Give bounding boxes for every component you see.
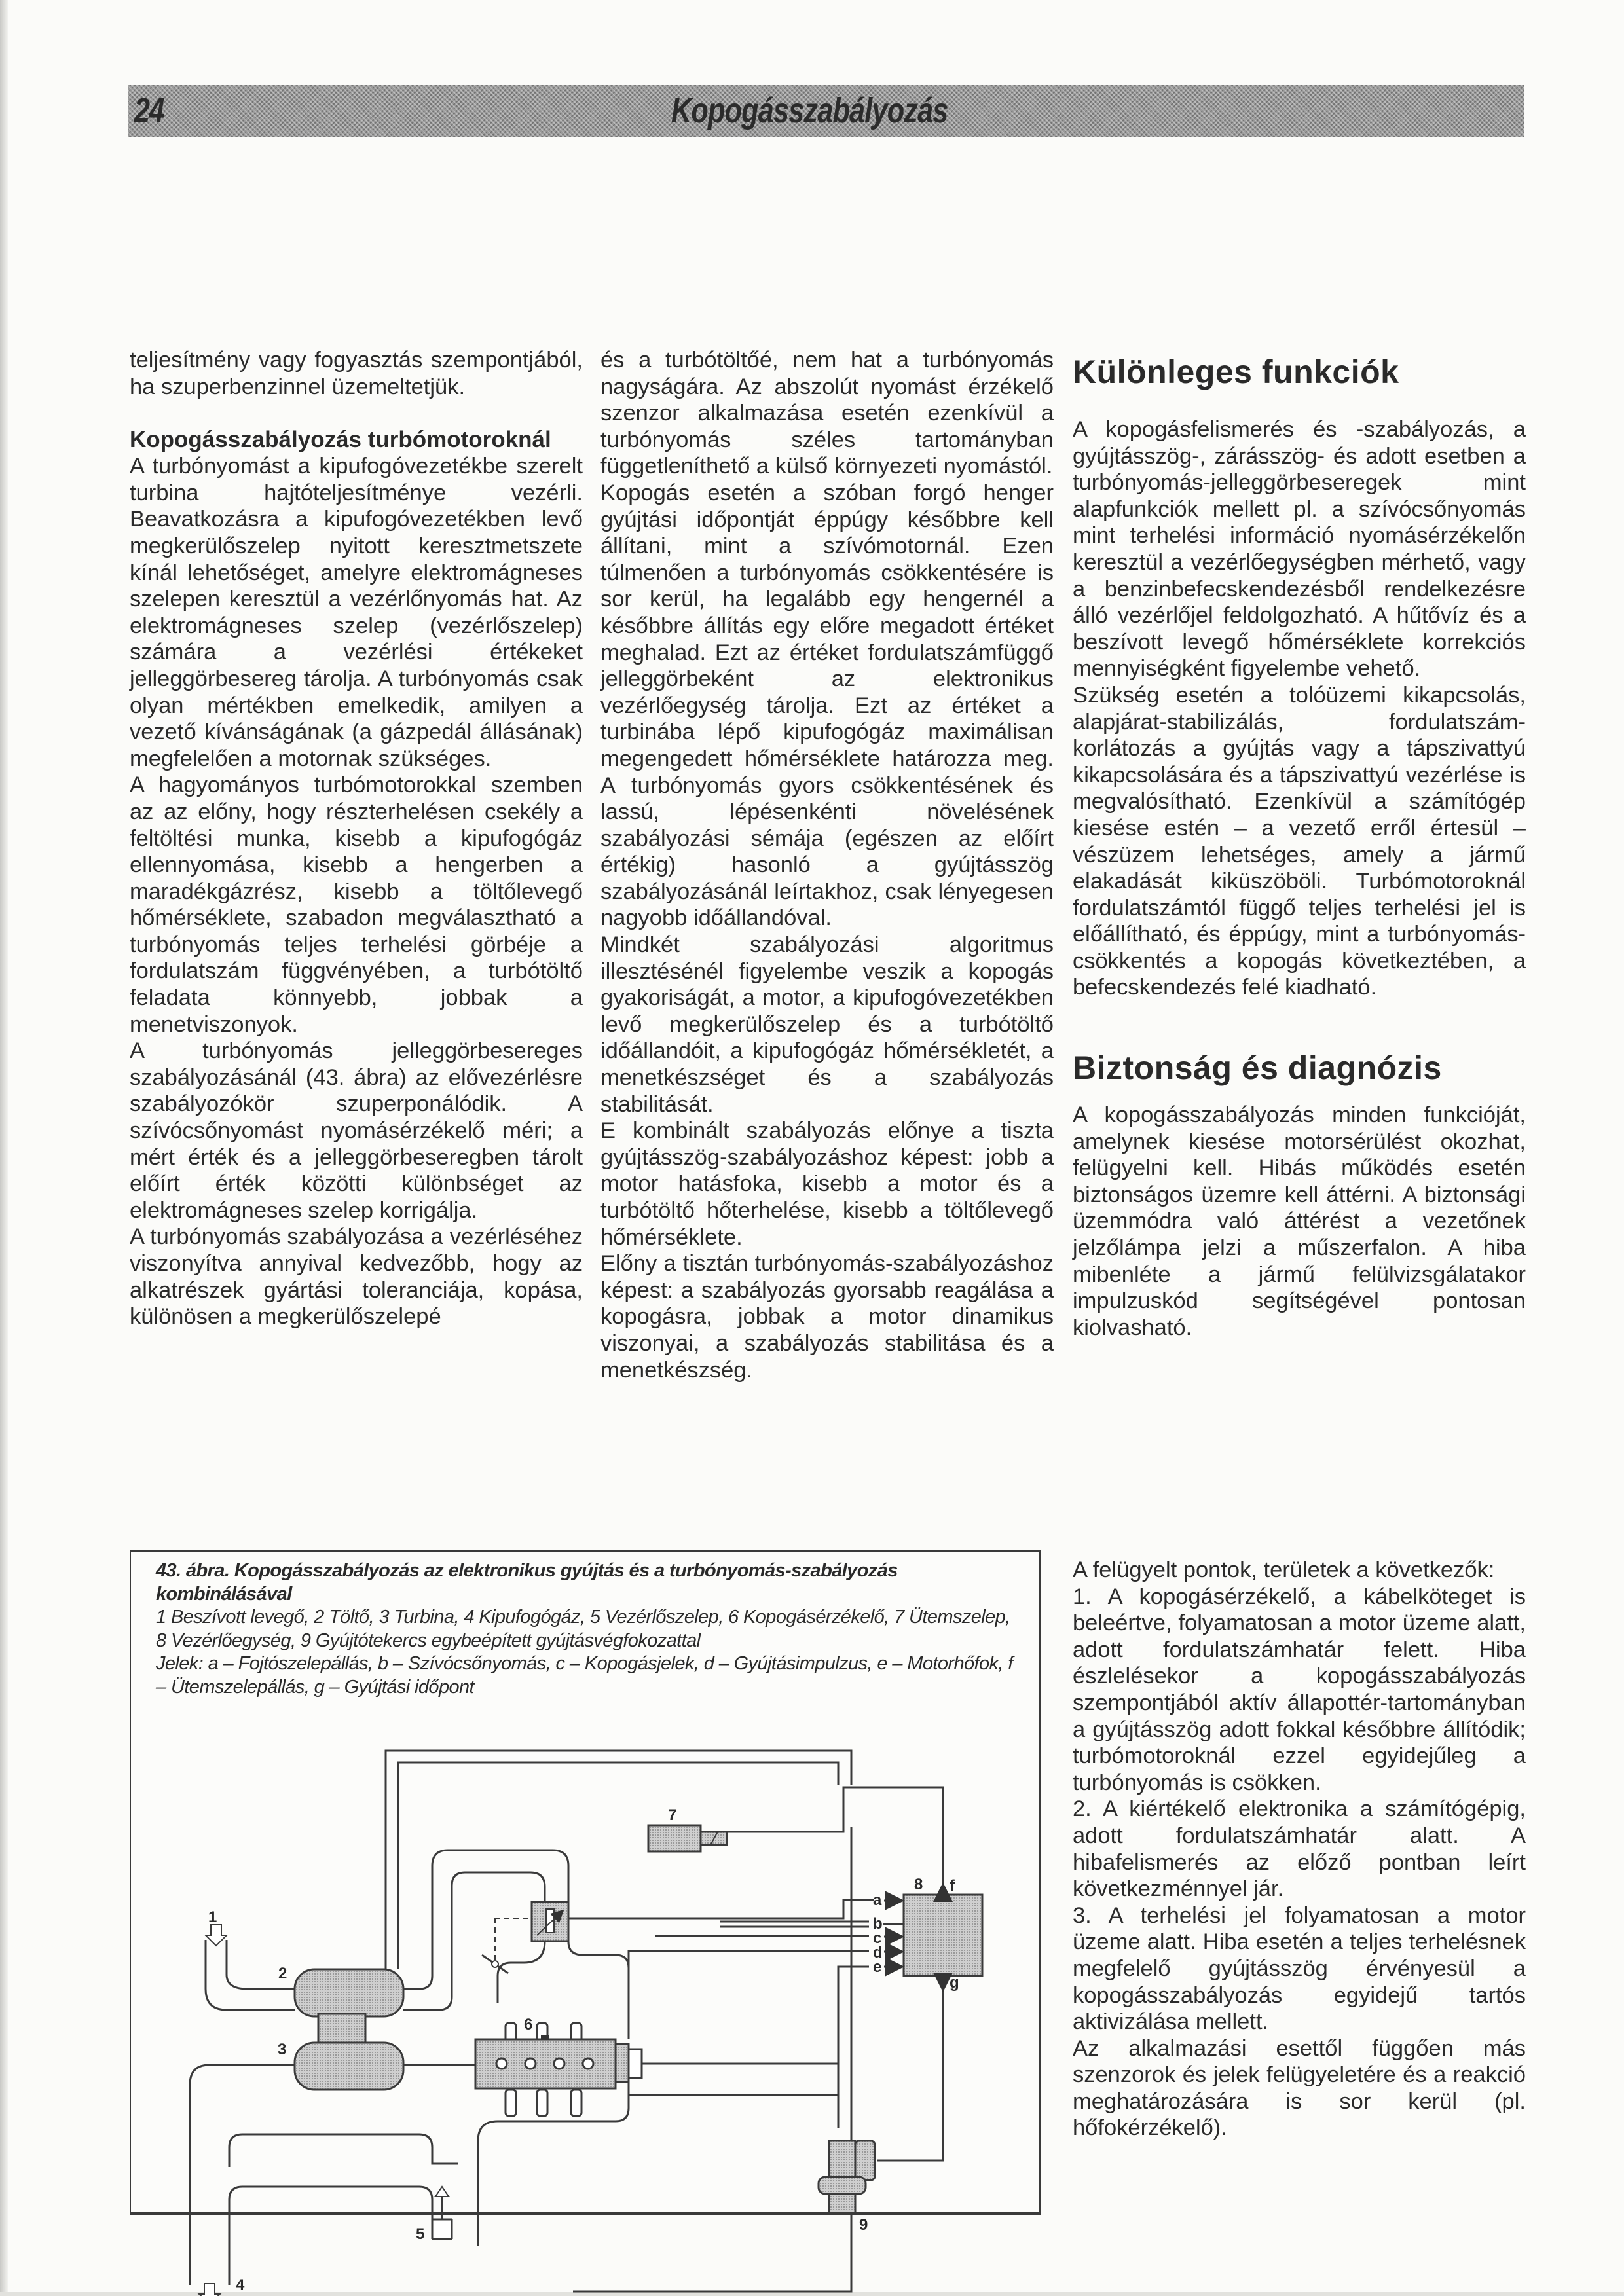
chapter-title: Kopogásszabályozás (671, 91, 948, 130)
text-column-4 (1073, 1557, 1526, 2141)
paragraph: A hagyományos turbómotorokkal szemben az az előny, hogy részterhelésen csekély a feltöltési munka, kisebb a kipufogógáz ellennyomása, kisebb a hengerben a maradékgázrész, kisebb a töltőlevegő hőmérséklete, szabadon megválasztható a turbónyomás teljes terhelési görbéje a fordulatszám függvényében, a turbótöltő feladata könnyebb, jobbak a menetviszonyok. (130, 773, 583, 1037)
signal-a: a (873, 1891, 882, 1909)
section-heading-safety-diagnosis: Biztonság és diagnózis (1073, 1049, 1442, 1087)
turbo-knock-control-diagram (131, 1552, 1042, 2294)
label-5: 5 (416, 2225, 425, 2243)
label-1: 1 (208, 1908, 217, 1926)
signal-c: c (873, 1929, 882, 1947)
figure-legend-parts: 1 Beszívott levegő, 2 Töltő, 3 Turbina, 4 Kipufogógáz, 5 Vezérlőszelep, 6 Kopogásérzékelő, 7 Ütemszelep, 8 Vezérlőegység, 9 Gyújtótekercs egybeépített gyújtásvégfokozattal (156, 1607, 1010, 1651)
signal-f: f (950, 1877, 955, 1895)
paragraph: Szükség esetén a tolóüzemi kikapcsolás, alapjárat-stabilizálás, fordulatszám-korlátozás a gyújtás vagy a tápszivattyú kikapcsolására és a tápszivattyú vezérlése is megvalósítható. Ezenkívül a számítógép kiesése estén – a vezető erről értesül – vészüzem lehetséges, amely a jármű elakadását kiküszöböli. Turbómotoroknál fordulatszámtól függő teljes terhelési jel is előállítható, és éppúgy, mint a turbónyomás-csökkentés a kopogás következtében, a befecskendezés felé kiadható. (1073, 682, 1526, 1000)
paragraph: Az alkalmazási esettől függően más szenzorok és jelek felügyeletére és a reakció meghatározására is sor kerül (pl. hőfokérzékelő). (1073, 2035, 1526, 2141)
paragraph: A felügyelt pontok, területek a következők: (1073, 1558, 1495, 1582)
paragraph: teljesítmény vagy fogyasztás szempontjából, ha szuperbenzinnel üzemeltetjük. (130, 348, 583, 399)
paragraph: A turbónyomás szabályozása a vezérléséhez viszonyítva annyival kedvezőbb, hogy az alkatrészek gyártási toleranciája, kopása, különösen a megkerülőszelepé (130, 1224, 583, 1330)
label-9: 9 (859, 2216, 868, 2234)
paragraph: E kombinált szabályozás előnye a tiszta gyújtásszög-szabályozáshoz képest: jobb a motor hatásfoka, kisebb a motor és a turbótöltő hőterhelése, kisebb a töltőlevegő hőmérséklete. (600, 1118, 1054, 1250)
sub-heading: Kopogásszabályozás turbómotoroknál (130, 427, 551, 453)
paragraph: A turbónyomást a kipufogóvezetékbe szerelt turbina hajtóteljesítménye vezérli. Beavatkozásra a kipufogóvezetékben levő megkerülőszelep nyitott keresztmetszete kínál lehetőséget, amelyre elektromágneses szelepen keresztül a vezérlőnyomás hat. Az elektromágneses szelep (vezérlőszelep) számára a vezérlési értékeket jelleggörbesereg tárolja. A turbónyomás csak olyan mértékben emelkedik, amilyen a vezető kívánságának (a gázpedál állásának) megfelelően a motornak szükséges. (130, 454, 583, 771)
figure-legend-signals: Jelek: a – Fojtószelepállás, b – Szívócsőnyomás, c – Kopogásjelek, d – Gyújtásimpulzus, e – Motorhőfok, f – Ütemszelepállás, g – Gyújtási időpont (156, 1653, 1013, 1698)
scan-edge (0, 0, 8, 2296)
list-item: 2. A kiértékelő elektronika a számítógépig, adott fordulatszámhatár alatt. A hibafelismerés az előző pontban leírt következménnyel jár. (1073, 1796, 1526, 1902)
label-2: 2 (278, 1965, 287, 1982)
page-header (128, 85, 1524, 137)
label-3: 3 (278, 2041, 287, 2058)
list-item: 3. A terhelési jel folyamatosan a motor üzeme alatt. Hiba esetén a teljes terhelésnek megfelelő gyújtásszög érvényesül a kopogásszabályozás egyidejű tartós aktivizálása mellett. (1073, 1903, 1526, 2035)
signal-g: g (950, 1974, 959, 1992)
label-6: 6 (524, 2016, 533, 2033)
signal-e: e (873, 1958, 882, 1976)
paragraph: A turbónyomás jelleggörbesereges szabályozásánál (43. ábra) az elővezérlésre szabályozókör szuperponálódik. A szívócsőnyomást nyomásérzékelő méri; a mért érték és a jelleggörbeseregben tárolt előírt érték közötti különbséget az elektromágneses szelep korrigálja. (130, 1038, 583, 1223)
figure-43 (130, 1550, 1041, 2294)
text-column-2 (600, 347, 1054, 1383)
paragraph: A kopogásszabályozás minden funkcióját, amelynek kiesése motorsérülést okozhat, felügyelni kell. Hibás működés esetén biztonságos üzemre kell áttérni. A biztonsági üzemmódra való áttérést a vezetőnek jelzőlámpa jelzi a műszerfalon. A hiba mibenléte a jármű felülvizsgálatakor impulzuskód segítségével pontosan kiolvasható. (1073, 1102, 1526, 1340)
paragraph: és a turbótöltőé, nem hat a turbónyomás nagyságára. Az abszolút nyomást érzékelő szenzor alkalmazása esetén ezenkívül a turbónyomás széles tartományban függetleníthető a külső környezeti nyomástól. (600, 348, 1054, 479)
figure-caption-title: 43. ábra. Kopogásszabályozás az elektronikus gyújtás és a turbónyomás-szabályozás kombinálásával (156, 1560, 898, 1605)
section-heading-special-functions: Különleges funkciók (1073, 354, 1399, 390)
text-column-1 (130, 347, 583, 1330)
label-8: 8 (914, 1876, 923, 1893)
paragraph: A kopogásfelismerés és -szabályozás, a gyújtásszög-, zárásszög- és adott esetben a turbónyomás-jelleggörbeseregek mint alapfunkciók mellett pl. a szívócsőnyomás mint terhelési információ nyomásérzékelőn keresztül a vezérlőegységben mérhető, vagy a benzinbefecskendezésből rendelkezésre álló vezérlőjel feldolgozható. A hűtővíz és a beszívott levegő hőmérséklete korrekciós mennyiségként figyelembe vehető. (1073, 417, 1526, 682)
text-column-3 (1073, 352, 1526, 1341)
paragraph: Előny a tisztán turbónyomás-szabályozáshoz képest: a szabályozás gyorsabb reagálása a kopogásra, jobbak a motor dinamikus viszonyai, a szabályozás stabilitása és a menetkészség. (600, 1251, 1054, 1383)
list-item: 1. A kopogásérzékelő, a kábelköteget is beleértve, folyamatosan a motor üzeme alatt, adott fordulatszámhatár felett. Hiba észlelésekor a kopogásszabályozás szempontjából aktív állapottér-tartományban a gyújtásszög adott fokkal későbbre állítódik; turbómotoroknál ezzel egyidejűleg a turbónyomás is csökken. (1073, 1584, 1526, 1795)
signal-d: d (873, 1944, 883, 1961)
page-number: 24 (134, 91, 164, 130)
paragraph: Mindkét szabályozási algoritmus illesztésénél figyelembe veszik a kopogás gyakoriságát, a motor, a kipufogóvezetékben levő megkerülőszelep és a turbótöltő időállandóit, a kipufogógáz hőmérsékletét, a menetkészséget és a szabályozás stabilitását. (600, 932, 1054, 1117)
signal-b: b (873, 1915, 883, 1933)
label-4: 4 (236, 2276, 245, 2294)
paragraph: Kopogás esetén a szóban forgó henger gyújtási időpontját éppúgy későbbre kell állítani, mint a szívómotornál. Ezen túlmenően a turbónyomás csökkentésére is sor kerül, ha legalább egy hengernél a későbbre állítás egy előre megadott értéket meghalad. Ezt az értéket fordulatszámfüggő jelleggörbeként az elektronikus vezérlőegység tárolja. Ezt az értéket a turbinába lépő kipufogógáz maximálisan megengedett hőmérséklete határozza meg. A turbónyomás gyors csökkentésének és lassú, lépésenkénti növelésének szabályozási sémája (egészen az előírt értékig) hasonló a gyújtásszög szabályozásánál leírtakhoz, csak lényegesen nagyobb időállandóval. (600, 480, 1054, 931)
label-7: 7 (668, 1806, 677, 1824)
